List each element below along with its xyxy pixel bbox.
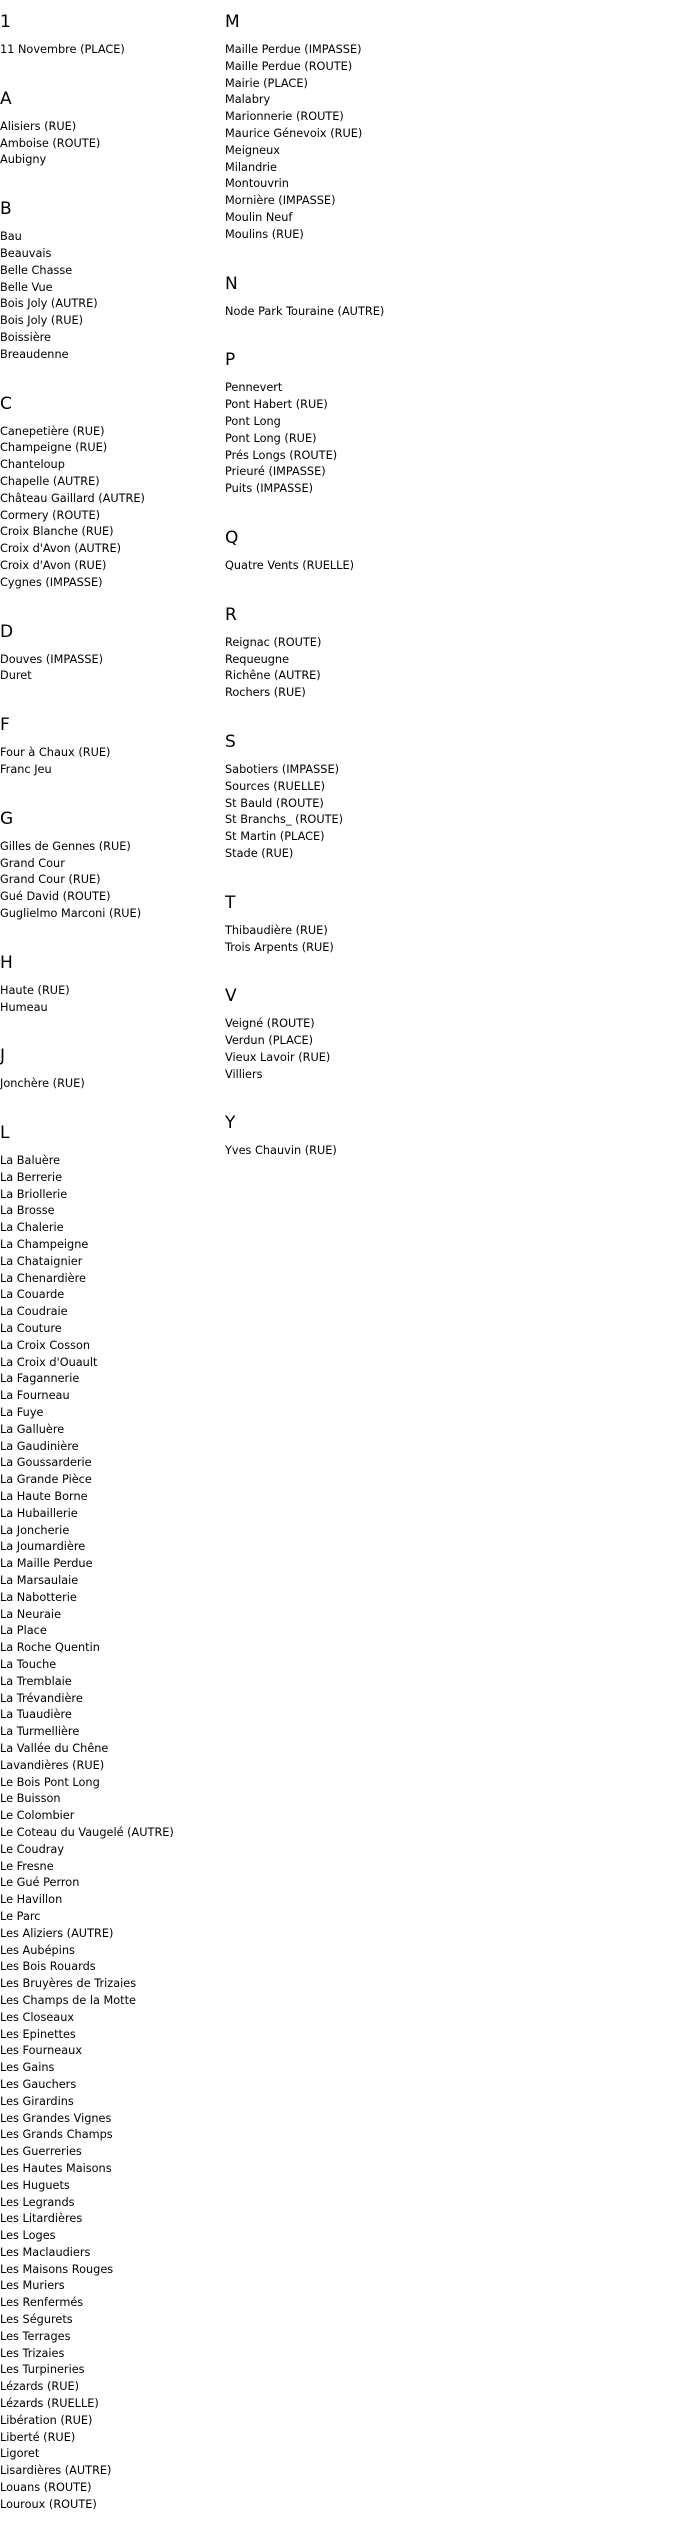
street-list: [0, 1153, 225, 2514]
street-item[interactable]: Mornière (IMPASSE): [225, 194, 336, 208]
street-item[interactable]: Les Trizaies: [0, 2346, 65, 2360]
street-item[interactable]: St Branchs_ (ROUTE): [225, 813, 344, 827]
street-item[interactable]: Grand Cour: [0, 856, 65, 870]
group-spacer: [0, 59, 225, 77]
group-spacer: [225, 956, 665, 974]
street-item[interactable]: Le Coteau du Vaugelé (AUTRE): [0, 1825, 174, 1839]
street-item[interactable]: La Croix Cosson: [0, 1338, 91, 1352]
street-item[interactable]: La Grande Pièce: [0, 1473, 92, 1487]
street-item[interactable]: La Couture: [0, 1322, 62, 1336]
group-spacer: [225, 575, 665, 593]
letter-group: [225, 274, 665, 339]
letter-group: [0, 715, 225, 797]
group-spacer: [225, 244, 665, 262]
street-item[interactable]: La Briollerie: [0, 1187, 68, 1201]
letter-group: [0, 394, 225, 610]
street-item[interactable]: Ligoret: [0, 2447, 40, 2461]
street-list: [0, 983, 225, 1017]
street-item[interactable]: La Croix d'Ouault: [0, 1355, 98, 1369]
street-item[interactable]: La Chataignier: [0, 1254, 83, 1268]
street-item[interactable]: Maurice Génevoix (RUE): [225, 126, 363, 140]
street-item[interactable]: La Galluère: [0, 1422, 65, 1436]
street-item[interactable]: La Fourneau: [0, 1389, 70, 1403]
street-item[interactable]: Les Closeaux: [0, 2010, 75, 2024]
street-item[interactable]: Bois Joly (AUTRE): [0, 297, 98, 311]
street-item[interactable]: Les Girardins: [0, 2094, 74, 2108]
section-letter-heading: Y: [225, 1113, 236, 1134]
group-spacer: [0, 923, 225, 941]
street-item[interactable]: Champeigne (RUE): [0, 441, 108, 455]
street-item[interactable]: Aubigny: [0, 153, 47, 167]
street-item[interactable]: La Vallée du Chêne: [0, 1741, 109, 1755]
street-item[interactable]: Les Bruyères de Trizaies: [0, 1977, 137, 1991]
street-item[interactable]: Trois Arpents (RUE): [225, 940, 334, 954]
section-letter-heading: H: [0, 952, 13, 973]
street-item[interactable]: Le Fresne: [0, 1859, 54, 1873]
right-column: [225, 0, 665, 1178]
street-item[interactable]: La Haute Borne: [0, 1490, 88, 1504]
street-item[interactable]: Gilles de Gennes (RUE): [0, 839, 131, 853]
street-item[interactable]: La Goussarderie: [0, 1456, 92, 1470]
street-item[interactable]: Boissière: [0, 330, 52, 344]
street-item[interactable]: Milandrie: [225, 160, 278, 174]
street-item[interactable]: La Maille Perdue: [0, 1557, 93, 1571]
street-item[interactable]: Les Maisons Rouges: [0, 2262, 114, 2276]
letter-group: [225, 893, 665, 975]
street-list: [0, 424, 225, 592]
section-letter-heading: R: [225, 604, 237, 625]
section-letter-heading: S: [225, 731, 236, 752]
letter-group: [0, 622, 225, 704]
street-item[interactable]: Lézards (RUE): [0, 2380, 80, 2394]
street-item[interactable]: La Neuraie: [0, 1607, 62, 1621]
street-item[interactable]: Malabry: [225, 93, 271, 107]
street-item[interactable]: La Touche: [0, 1658, 57, 1671]
street-item[interactable]: Les Fourneaux: [0, 2044, 83, 2058]
street-item[interactable]: Les Maclaudiers: [0, 2245, 91, 2259]
street-item[interactable]: Chanteloup: [0, 458, 65, 472]
street-item[interactable]: Belle Vue: [0, 280, 53, 294]
street-item[interactable]: Moulin Neuf: [225, 210, 293, 224]
street-item[interactable]: Les Loges: [0, 2229, 56, 2243]
street-item[interactable]: Veigné (ROUTE): [225, 1017, 315, 1031]
section-letter-heading: B: [0, 199, 12, 220]
street-item[interactable]: Richêne (AUTRE): [225, 669, 321, 683]
street-item[interactable]: Le Parc: [0, 1909, 41, 1923]
street-item[interactable]: Les Litardières: [0, 2212, 83, 2226]
section-letter-heading: A: [0, 88, 12, 109]
street-item[interactable]: Reignac (ROUTE): [225, 635, 322, 649]
section-letter-heading: F: [0, 715, 10, 736]
street-item[interactable]: Requeugne: [225, 652, 290, 666]
street-list: [0, 42, 225, 59]
street-item[interactable]: Pennevert: [225, 381, 283, 395]
section-letter-heading: N: [225, 273, 238, 294]
street-item[interactable]: Libération (RUE): [0, 2413, 93, 2427]
street-item[interactable]: Node Park Touraine (AUTRE): [225, 304, 385, 318]
section-letter-heading: D: [0, 621, 14, 642]
street-item[interactable]: La Gaudinière: [0, 1439, 79, 1453]
street-list: [0, 745, 225, 779]
street-item[interactable]: Chapelle (AUTRE): [0, 474, 100, 488]
street-item[interactable]: La Brosse: [0, 1204, 55, 1218]
street-list: [225, 304, 665, 321]
street-item[interactable]: Croix d'Avon (AUTRE): [0, 542, 121, 556]
group-spacer: [225, 863, 665, 881]
street-item[interactable]: Franc Jeu: [0, 762, 52, 776]
street-item[interactable]: Le Coudray: [0, 1842, 65, 1856]
street-item[interactable]: Les Ségurets: [0, 2313, 73, 2327]
street-list: [0, 1076, 225, 1093]
group-spacer: [0, 1016, 225, 1034]
street-item[interactable]: Liberté (RUE): [0, 2430, 76, 2444]
street-item[interactable]: Croix Blanche (RUE): [0, 525, 114, 539]
street-item[interactable]: La Fagannerie: [0, 1372, 80, 1386]
section-letter-heading: 1: [0, 12, 11, 32]
group-spacer: [0, 2514, 225, 2532]
section-letter-heading: V: [225, 986, 237, 1007]
street-list: [225, 380, 665, 498]
street-item[interactable]: Bau: [0, 230, 22, 244]
street-item[interactable]: Pont Habert (RUE): [225, 398, 328, 412]
street-item[interactable]: Les Guerreries: [0, 2145, 82, 2159]
street-item[interactable]: Le Bois Pont Long: [0, 1775, 100, 1789]
group-spacer: [225, 498, 665, 516]
street-item[interactable]: Les Epinettes: [0, 2027, 76, 2041]
street-item[interactable]: La Roche Quentin: [0, 1641, 100, 1655]
street-list: [225, 923, 665, 957]
street-item[interactable]: Douves (IMPASSE): [0, 652, 104, 666]
letter-group: [225, 350, 665, 516]
group-spacer: [0, 1093, 225, 1111]
street-item[interactable]: Les Aubépins: [0, 1943, 75, 1957]
street-list: [0, 839, 225, 923]
section-letter-heading: C: [0, 393, 12, 414]
street-item[interactable]: Louans (ROUTE): [0, 2481, 92, 2495]
street-item[interactable]: Quatre Vents (RUELLE): [225, 558, 355, 572]
letter-group: [225, 732, 665, 881]
street-item[interactable]: Beauvais: [0, 246, 52, 260]
street-item[interactable]: Pont Long: [225, 414, 281, 428]
group-spacer: [225, 1160, 665, 1178]
street-item[interactable]: La Coudraie: [0, 1305, 68, 1319]
street-item[interactable]: La Baluère: [0, 1154, 61, 1168]
street-item[interactable]: Louroux (ROUTE): [0, 2497, 97, 2511]
street-item[interactable]: La Tremblaie: [0, 1674, 72, 1688]
section-letter-heading: Q: [225, 527, 239, 548]
street-item[interactable]: Duret: [0, 669, 32, 683]
street-item[interactable]: La Tuaudière: [0, 1708, 72, 1722]
street-item[interactable]: Belle Chasse: [0, 263, 73, 277]
group-spacer: [0, 685, 225, 703]
letter-group: [225, 986, 665, 1101]
street-item[interactable]: St Martin (PLACE): [225, 830, 325, 844]
street-item[interactable]: Lavandières (RUE): [0, 1758, 105, 1772]
street-item[interactable]: Puits (IMPASSE): [225, 482, 314, 496]
street-list: [225, 42, 665, 244]
street-item[interactable]: Les Legrands: [0, 2195, 75, 2209]
street-item[interactable]: Alisiers (RUE): [0, 119, 77, 133]
street-item[interactable]: St Bauld (ROUTE): [225, 796, 324, 810]
street-list: [0, 652, 225, 686]
letter-group: [0, 89, 225, 187]
group-spacer: [225, 320, 665, 338]
street-item[interactable]: Vieux Lavoir (RUE): [225, 1050, 331, 1064]
street-item[interactable]: La Chenardière: [0, 1271, 86, 1285]
street-item[interactable]: Marionnerie (ROUTE): [225, 110, 344, 124]
street-item[interactable]: La Chalerie: [0, 1221, 64, 1235]
street-item[interactable]: Yves Chauvin (RUE): [225, 1144, 337, 1158]
left-column: [0, 0, 225, 2532]
street-item[interactable]: Les Hautes Maisons: [0, 2161, 112, 2175]
section-letter-heading: G: [0, 808, 14, 829]
street-item[interactable]: Villiers: [225, 1067, 263, 1081]
letter-group: [225, 12, 665, 262]
letter-group: [225, 1113, 665, 1178]
letter-group: [0, 1046, 225, 1111]
letter-group: [0, 1123, 225, 2532]
group-spacer: [0, 364, 225, 382]
group-spacer: [0, 592, 225, 610]
street-item[interactable]: Maille Perdue (IMPASSE): [225, 43, 362, 56]
street-item[interactable]: Les Renfermés: [0, 2296, 84, 2310]
street-list: [225, 635, 665, 702]
street-item[interactable]: Rochers (RUE): [225, 686, 306, 700]
street-item[interactable]: Cormery (ROUTE): [0, 508, 100, 522]
street-item[interactable]: Thibaudière (RUE): [225, 923, 328, 937]
street-item[interactable]: Les Gains: [0, 2061, 55, 2075]
street-item[interactable]: Les Grandes Vignes: [0, 2111, 112, 2125]
street-item[interactable]: Breaudenne: [0, 347, 69, 361]
street-item[interactable]: La Nabotterie: [0, 1590, 77, 1604]
street-item[interactable]: Les Gauchers: [0, 2077, 77, 2091]
street-item[interactable]: Haute (RUE): [0, 983, 70, 997]
street-item[interactable]: Les Muriers: [0, 2279, 65, 2293]
street-list: [225, 558, 665, 575]
street-item[interactable]: Sabotiers (IMPASSE): [225, 762, 340, 776]
street-item[interactable]: Le Buisson: [0, 1792, 61, 1806]
street-item[interactable]: Gué David (ROUTE): [0, 890, 111, 904]
street-item[interactable]: Amboise (ROUTE): [0, 136, 101, 150]
street-list: [225, 1016, 665, 1083]
street-item[interactable]: La Fuye: [0, 1406, 44, 1420]
street-item[interactable]: Meigneux: [225, 143, 280, 157]
section-letter-heading: J: [0, 1046, 6, 1067]
street-item[interactable]: Four à Chaux (RUE): [0, 746, 111, 760]
street-item[interactable]: Prieuré (IMPASSE): [225, 465, 326, 479]
letter-group: [225, 528, 665, 593]
street-list: [225, 762, 665, 863]
group-spacer: [0, 779, 225, 797]
street-item[interactable]: Le Havillon: [0, 1893, 63, 1907]
street-item[interactable]: La Place: [0, 1624, 47, 1638]
street-list: [0, 229, 225, 363]
letter-group: [0, 953, 225, 1035]
section-letter-heading: L: [0, 1123, 10, 1144]
street-item[interactable]: Canepetière (RUE): [0, 424, 105, 438]
group-spacer: [225, 1083, 665, 1101]
group-spacer: [0, 169, 225, 187]
street-item[interactable]: La Couarde: [0, 1288, 65, 1302]
street-item[interactable]: Les Huguets: [0, 2178, 70, 2192]
street-item[interactable]: Les Champs de la Motte: [0, 1993, 136, 2007]
street-item[interactable]: La Marsaulaie: [0, 1574, 79, 1588]
street-item[interactable]: La Turmellière: [0, 1725, 80, 1739]
letter-group: [0, 199, 225, 381]
street-item[interactable]: Croix d'Avon (RUE): [0, 558, 107, 572]
street-item[interactable]: Sources (RUELLE): [225, 779, 326, 793]
street-item[interactable]: Les Terrages: [0, 2329, 71, 2343]
street-item[interactable]: Lisardières (AUTRE): [0, 2464, 112, 2478]
street-item[interactable]: Cygnes (IMPASSE): [0, 575, 103, 589]
street-item[interactable]: Le Colombier: [0, 1809, 75, 1823]
street-item[interactable]: Pont Long (RUE): [225, 431, 317, 445]
street-item[interactable]: Maille Perdue (ROUTE): [225, 59, 353, 73]
section-letter-heading: P: [225, 350, 236, 371]
section-letter-heading: T: [225, 892, 236, 913]
street-item[interactable]: 11 Novembre (PLACE): [0, 43, 125, 56]
group-spacer: [225, 702, 665, 720]
street-item[interactable]: Le Gué Perron: [0, 1876, 80, 1890]
street-item[interactable]: Guglielmo Marconi (RUE): [0, 906, 142, 920]
street-item[interactable]: Humeau: [0, 1000, 48, 1014]
street-item[interactable]: Verdun (PLACE): [225, 1034, 314, 1048]
street-item[interactable]: La Joumardière: [0, 1540, 86, 1554]
street-list: [225, 1143, 665, 1160]
letter-group: [0, 809, 225, 941]
letter-group: [0, 12, 225, 77]
street-item[interactable]: Les Bois Rouards: [0, 1960, 96, 1974]
street-item[interactable]: La Champeigne: [0, 1238, 89, 1252]
street-item[interactable]: Prés Longs (ROUTE): [225, 448, 338, 462]
street-item[interactable]: Les Aliziers (AUTRE): [0, 1926, 114, 1940]
street-list: [0, 119, 225, 169]
street-item[interactable]: Bois Joly (RUE): [0, 314, 84, 328]
street-item[interactable]: La Joncherie: [0, 1523, 70, 1537]
street-item[interactable]: Les Grands Champs: [0, 2128, 113, 2142]
street-item[interactable]: La Trévandière: [0, 1691, 83, 1705]
street-item[interactable]: La Hubaillerie: [0, 1506, 78, 1520]
street-item[interactable]: Mairie (PLACE): [225, 76, 308, 90]
street-item[interactable]: Château Gaillard (AUTRE): [0, 491, 145, 505]
street-item[interactable]: Grand Cour (RUE): [0, 873, 101, 887]
street-item[interactable]: La Berrerie: [0, 1170, 63, 1184]
street-item[interactable]: Jonchère (RUE): [0, 1077, 85, 1091]
street-item[interactable]: Moulins (RUE): [225, 227, 304, 241]
street-item[interactable]: Les Turpineries: [0, 2363, 85, 2377]
street-item[interactable]: Montouvrin: [225, 177, 289, 191]
street-item[interactable]: Lézards (RUELLE): [0, 2397, 99, 2411]
section-letter-heading: M: [225, 12, 240, 32]
letter-group: [225, 605, 665, 720]
street-item[interactable]: Stade (RUE): [225, 846, 294, 860]
